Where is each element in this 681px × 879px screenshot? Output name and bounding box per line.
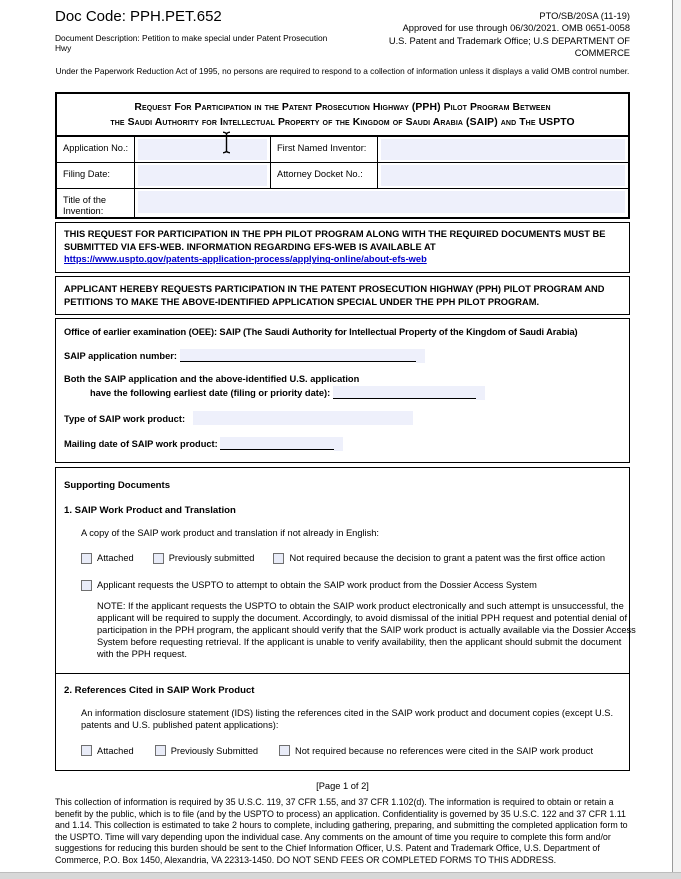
- checkbox-icon[interactable]: [155, 745, 166, 756]
- supporting-documents-box: [55, 467, 636, 771]
- section1-heading: 1. SAIP Work Product and Translation: [64, 505, 236, 517]
- section2-heading: 2. References Cited in SAIP Work Product: [64, 685, 255, 697]
- checkbox-label: Not required because the decision to grant a patent was the first office action: [289, 553, 606, 564]
- oee-heading: Office of earlier examination (OEE): SAIP (The Saudi Authority for Intellectual Property of the Kingdom of Saudi Arabia): [64, 327, 578, 338]
- page-number: [Page 1 of 2]: [316, 781, 369, 792]
- supporting-documents-heading: Supporting Documents: [64, 480, 171, 492]
- checkbox-icon[interactable]: [81, 553, 92, 564]
- earliest-date-field[interactable]: [333, 386, 476, 399]
- dossier-note: NOTE: If the applicant requests the USPTO to obtain the SAIP work product electronically and such attempt is unsuccessful, the applicant will be required to supply the document. Accordingly, to avoid dismissal of the initial PPH request and potential denial of participation in the PPH program, the applicant should verify that the SAIP work product is actually available via the Dossier Access System before requesting retrieval. If the applicant is unable to verify availability, then the applicant should submit the document with the PPH request.: [97, 600, 636, 659]
- checkbox-icon[interactable]: [81, 580, 92, 591]
- mailing-date-label: Mailing date of SAIP work product:: [64, 439, 218, 450]
- checkbox-not-required-1[interactable]: [273, 553, 605, 564]
- checkbox-label: Applicant requests the USPTO to attempt to obtain the SAIP work product from the Dossier Access System: [97, 580, 537, 591]
- checkbox-icon[interactable]: [81, 745, 92, 756]
- checkbox-label: Attached: [97, 553, 134, 564]
- form-title-line2: the Saudi Authority for Intellectual Property of the Kingdom of Saudi Arabia (SAIP) and The USPTO: [110, 117, 575, 129]
- form-number: PTO/SB/20SA (11-19): [539, 11, 630, 21]
- application-fields-table: [57, 137, 628, 217]
- checkbox-not-required-2[interactable]: [279, 745, 593, 756]
- section2-intro: An information disclosure statement (IDS) listing the references cited in the SAIP work product and document copies (except U.S. patents and U.S. published patent applications):: [81, 708, 614, 731]
- agency-line: U.S. Patent and Trademark Office; U.S DEPARTMENT OF COMMERCE: [388, 35, 630, 58]
- doc-description: Document Description: Petition to make special under Patent Prosecution Hwy: [55, 33, 328, 53]
- earliest-date-line: [90, 386, 621, 399]
- mailing-date-line: [64, 437, 621, 450]
- form-header: [55, 0, 630, 59]
- form-content: [55, 0, 636, 867]
- work-product-type-field[interactable]: [193, 411, 413, 425]
- mailing-date-field[interactable]: [220, 437, 334, 450]
- saip-application-number-field[interactable]: [180, 349, 416, 362]
- checkbox-icon[interactable]: [273, 553, 284, 564]
- checkbox-label: Attached: [97, 745, 134, 756]
- checkbox-dossier-request[interactable]: [81, 580, 537, 591]
- work-product-type-line: [64, 411, 621, 425]
- doc-code: Doc Code: PPH.PET.652: [55, 8, 222, 25]
- checkbox-icon[interactable]: [153, 553, 164, 564]
- title-and-fields-box: [55, 92, 630, 219]
- filing-date-field[interactable]: [135, 163, 271, 189]
- title-of-invention-field[interactable]: [135, 189, 628, 215]
- checkbox-attached-1[interactable]: [81, 553, 134, 564]
- application-no-field[interactable]: [135, 137, 271, 163]
- saip-application-number-label: SAIP application number:: [64, 351, 177, 362]
- applicant-request-text: APPLICANT HEREBY REQUESTS PARTICIPATION IN THE PATENT PROSECUTION HIGHWAY (PPH) PILOT PROGRAM AND PETITIONS TO MAKE THE ABOVE-IDENTIFIED APPLICATION SPECIAL UNDER THE PPH PILOT PROGRAM.: [64, 283, 605, 307]
- section2-checkbox-row: [81, 745, 621, 756]
- earliest-date-label: have the following earliest date (filing or priority date):: [90, 388, 331, 399]
- filing-date-label: Filing Date:: [57, 163, 135, 189]
- section-divider: [56, 673, 629, 674]
- both-applications-line: Both the SAIP application and the above-identified U.S. application: [64, 374, 360, 385]
- first-named-inventor-label: First Named Inventor:: [271, 137, 378, 163]
- page-right-edge: [672, 0, 681, 873]
- attorney-docket-label: Attorney Docket No.:: [271, 163, 378, 189]
- oee-box: [55, 318, 630, 463]
- title-of-invention-label: Title of the Invention:: [57, 189, 135, 217]
- section1-checkbox-row: [81, 553, 621, 564]
- efs-web-notice-text: THIS REQUEST FOR PARTICIPATION IN THE PPH PILOT PROGRAM ALONG WITH THE REQUIRED DOCUMENTS MUST BE SUBMITTED VIA EFS-WEB. INFORMATION REGARDING EFS-WEB IS AVAILABLE AT: [64, 229, 606, 252]
- form-title: [57, 94, 628, 137]
- saip-application-number-line: [64, 349, 621, 362]
- checkbox-label: Not required because no references were cited in the SAIP work product: [295, 745, 594, 756]
- efs-web-notice-box: [55, 222, 630, 273]
- work-product-type-label: Type of SAIP work product:: [64, 414, 186, 425]
- applicant-request-box: [55, 276, 630, 315]
- attorney-docket-field[interactable]: [378, 163, 628, 189]
- dossier-checkbox-row: [81, 580, 621, 591]
- omb-approval: Approved for use through 06/30/2021. OMB 0651-0058: [402, 23, 630, 34]
- section1-intro: A copy of the SAIP work product and translation if not already in English:: [81, 528, 380, 539]
- header-left: [55, 6, 339, 59]
- checkbox-label: Previously Submitted: [170, 745, 259, 756]
- checkbox-label: Previously submitted: [168, 553, 255, 564]
- efs-web-link[interactable]: https://www.uspto.gov/patents-application-process/applying-online/about-efs-web: [64, 254, 427, 265]
- burden-statement: This collection of information is required by 35 U.S.C. 119, 37 CFR 1.55, and 37 CFR 1.102(d). The information is required to obtain or retain a benefit by the public, which is to file (and by the USPTO to process) an application. Confidentiality is governed by 35 U.S.C. 122 and 37 CFR 1.11 and 1.14. This collection is estimated to take 2 hours to complete, including gathering, preparing, and submitting the completed application form to the USPTO. Time will vary depending upon the individual case. Any comments on the amount of time you require to complete this form and/or suggestions for reducing this burden should be sent to the Chief Information Officer, U.S. Patent and Trademark Office, U.S. Department of Commerce, P.O. Box 1450, Alexandria, VA 22313-1450. DO NOT SEND FEES OR COMPLETED FORMS TO THIS ADDRESS.: [55, 797, 628, 866]
- checkbox-icon[interactable]: [279, 745, 290, 756]
- paperwork-reduction-notice: Under the Paperwork Reduction Act of 1995, no persons are required to respond to a collection of information unless it displays a valid OMB control number.: [55, 66, 630, 77]
- first-named-inventor-field[interactable]: [378, 137, 628, 163]
- application-no-label: Application No.:: [57, 137, 135, 163]
- page-bottom-edge: [0, 872, 681, 879]
- checkbox-previously-submitted-1[interactable]: [153, 553, 255, 564]
- header-right: [339, 10, 630, 59]
- checkbox-attached-2[interactable]: [81, 745, 134, 756]
- checkbox-previously-submitted-2[interactable]: [155, 745, 258, 756]
- form-title-line1: Request For Participation in the Patent Prosecution Highway (PPH) Pilot Program Between: [134, 102, 551, 114]
- text-cursor-icon: [221, 131, 232, 159]
